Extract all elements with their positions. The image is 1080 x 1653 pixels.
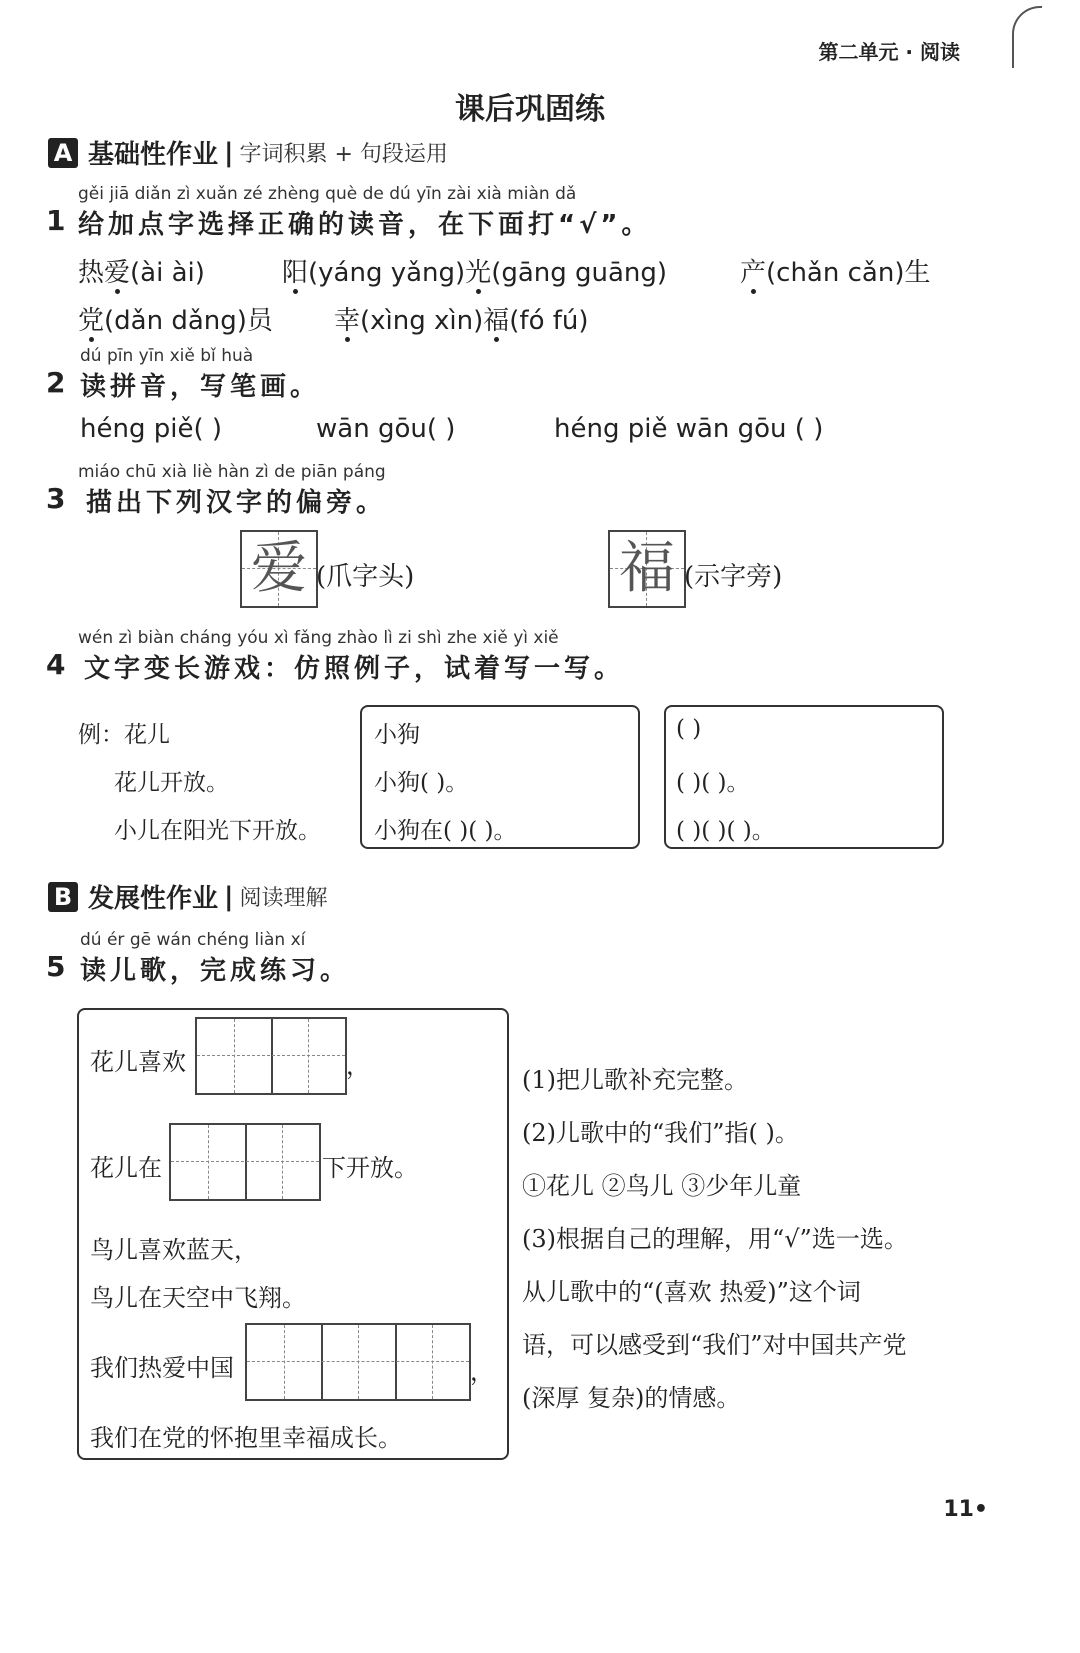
- grid-guide: [358, 1325, 359, 1399]
- q3-number: 3: [46, 482, 66, 515]
- q2-item-hengpiewangou[interactable]: héng piě wān gōu ( ): [554, 414, 824, 444]
- q1-item-dangyuan: [78, 300, 273, 337]
- grid-guide: [282, 1125, 283, 1199]
- q4-instruction: 文字变长游戏：仿照例子，试着写一写。: [84, 654, 625, 684]
- q2-item-wangou[interactable]: wān gōu( ): [316, 414, 456, 444]
- grid-divider: [245, 1125, 247, 1199]
- q1-dotted-char: 光: [465, 258, 492, 288]
- poem-line-1-end: ，: [346, 1052, 370, 1080]
- q4-box2-line3[interactable]: ( )( )( )。: [676, 818, 775, 844]
- q4-box2-line1[interactable]: ( ): [676, 716, 702, 742]
- q1-item-reai: [78, 252, 205, 289]
- q4-example-1: 例：花儿: [78, 722, 170, 748]
- q2-item-hengpie[interactable]: héng piě( ): [80, 414, 222, 444]
- answer-grid-3[interactable]: [245, 1323, 471, 1401]
- trace-char: 福: [619, 536, 675, 601]
- section-b-subtitle: 阅读理解: [239, 886, 328, 911]
- q1-dotted-char: 幸: [334, 306, 361, 336]
- poem-line-4: 鸟儿在天空中飞翔。: [90, 1284, 306, 1312]
- answer-grid-2[interactable]: [169, 1123, 321, 1201]
- q1-pinyin: gěi jiā diǎn zì xuǎn zé zhèng què de dú yīn zài xià miàn dǎ: [78, 184, 577, 204]
- q1-item-xingfu: [334, 300, 589, 337]
- q4-pinyin: wén zì biàn cháng yóu xì fǎng zhào lì zi shì zhe xiě yì xiě: [78, 628, 559, 648]
- grid-guide: [208, 1125, 209, 1199]
- q1-dotted-char: 阳: [282, 258, 309, 288]
- grid-divider: [271, 1019, 273, 1093]
- q4-example-3: 小儿在阳光下开放。: [114, 818, 321, 844]
- q5-sub-1: (1)把儿歌补充完整。: [522, 1066, 748, 1094]
- trace-char: 爱: [251, 536, 307, 601]
- q1-options: (ài ài): [130, 258, 205, 288]
- q3-instruction: 描出下列汉字的偏旁。: [86, 488, 387, 518]
- q5-number: 5: [46, 950, 66, 983]
- unit-header: 第二单元 · 阅读: [818, 40, 960, 64]
- q3-radical-label: (爪字头): [316, 562, 415, 592]
- poem-line-1: 花儿喜欢: [90, 1048, 186, 1076]
- q5-sub-3: (3)根据自己的理解，用“√”选一选。: [522, 1225, 908, 1253]
- section-a-title: 基础性作业: [88, 140, 219, 170]
- q3-pinyin: miáo chū xià liè hàn zì de piān páng: [78, 462, 386, 482]
- grid-divider: [321, 1325, 323, 1399]
- answer-grid-1[interactable]: [195, 1017, 347, 1095]
- q5-pinyin: dú ér gē wán chéng liàn xí: [80, 930, 306, 950]
- q1-options: (fó fú): [509, 306, 589, 336]
- section-b-heading: [48, 878, 328, 915]
- q5-instruction: 读儿歌，完成练习。: [80, 956, 351, 986]
- grid-guide: [284, 1325, 285, 1399]
- q4-box1-line3[interactable]: 小狗在( )( )。: [374, 818, 517, 844]
- q1-char: 热: [78, 258, 105, 288]
- section-a-heading: [48, 134, 448, 171]
- section-a-badge: A: [48, 138, 78, 168]
- q5-sub-3-line1[interactable]: 从儿歌中的“(喜欢 热爱)”这个词: [522, 1278, 861, 1306]
- q1-options: (gāng guāng): [491, 258, 668, 288]
- q4-box2-line2[interactable]: ( )( )。: [676, 770, 750, 796]
- q1-options: (chǎn cǎn): [766, 258, 905, 288]
- grid-guide: [234, 1019, 235, 1093]
- grid-guide: [171, 1161, 319, 1162]
- q1-instruction: 给加点字选择正确的读音，在下面打“√”。: [78, 210, 652, 240]
- q5-sub-3-line3[interactable]: (深厚 复杂)的情感。: [522, 1384, 741, 1412]
- grid-guide: [432, 1325, 433, 1399]
- grid-guide: [197, 1055, 345, 1056]
- poem-line-2: 花儿在: [90, 1154, 162, 1182]
- q1-dotted-char: 产: [740, 258, 767, 288]
- q1-options: (xìng xìn): [360, 306, 484, 336]
- q5-sub-2[interactable]: (2)儿歌中的“我们”指( )。: [522, 1119, 799, 1147]
- section-a-subtitle: 字词积累 + 句段运用: [239, 142, 448, 167]
- poem-line-6: 我们在党的怀抱里幸福成长。: [90, 1424, 402, 1452]
- page-title: 课后巩固练: [455, 92, 605, 127]
- q5-sub-3-line2: 语，可以感受到“我们”对中国共产党: [522, 1331, 907, 1359]
- grid-guide: [247, 1361, 469, 1362]
- q1-item-chansheng: [740, 252, 930, 289]
- q4-box1-line1: 小狗: [374, 722, 420, 748]
- q4-box1-line2[interactable]: 小狗( )。: [374, 770, 469, 796]
- q1-options: (yáng yǎng): [308, 258, 466, 288]
- q1-char: 员: [246, 306, 273, 336]
- q1-dotted-char: 爱: [104, 258, 131, 288]
- q2-number: 2: [46, 366, 66, 399]
- page-number: 11•: [943, 1497, 988, 1522]
- poem-line-2-end: 下开放。: [322, 1154, 418, 1182]
- q1-number: 1: [46, 204, 66, 237]
- q1-char: 生: [904, 258, 931, 288]
- section-b-badge: B: [48, 882, 78, 912]
- poem-line-5: 我们热爱中国: [90, 1354, 234, 1382]
- q1-dotted-char: 党: [78, 306, 105, 336]
- q1-item-yangguang: [282, 252, 667, 289]
- q4-number: 4: [46, 648, 66, 681]
- page-corner-decoration: [1012, 6, 1042, 68]
- poem-line-5-end: ，: [470, 1358, 494, 1386]
- q1-dotted-char: 福: [483, 306, 510, 336]
- grid-divider: [395, 1325, 397, 1399]
- q4-example-2: 花儿开放。: [114, 770, 229, 796]
- q3-radical-label: (示字旁): [684, 562, 783, 592]
- tianzige-ai[interactable]: [240, 530, 318, 608]
- section-b-title: 发展性作业: [88, 884, 219, 914]
- q5-sub-2-options[interactable]: ①花儿 ②鸟儿 ③少年儿童: [522, 1172, 802, 1200]
- q1-options: (dǎn dǎng): [104, 306, 247, 336]
- grid-guide: [308, 1019, 309, 1093]
- q2-instruction: 读拼音，写笔画。: [80, 372, 321, 402]
- section-b-divider: |: [224, 881, 234, 912]
- section-a-divider: |: [224, 137, 234, 168]
- tianzige-fu[interactable]: [608, 530, 686, 608]
- q2-pinyin: dú pīn yīn xiě bǐ huà: [80, 346, 254, 366]
- poem-line-3: 鸟儿喜欢蓝天，: [90, 1236, 258, 1264]
